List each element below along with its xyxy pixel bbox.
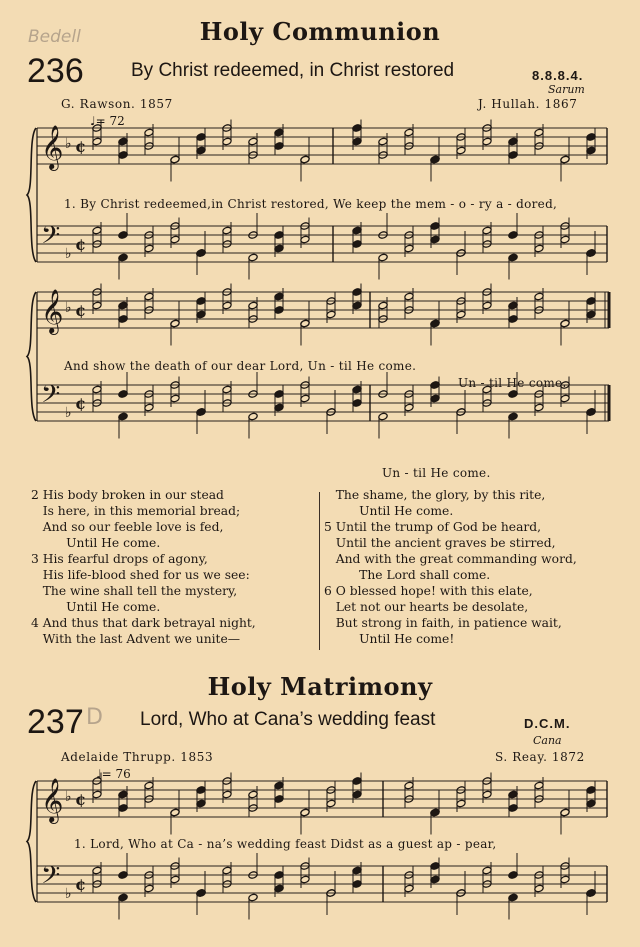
bass-clef-icon: 𝄢 xyxy=(41,221,61,256)
verse-5: 5 Until the trump of God be heard, Until the ancient graves be stirred, And with the great commanding word, The Lord shall come. xyxy=(324,520,577,582)
system-brace xyxy=(27,292,36,421)
lyric-alto: Un - til He come. xyxy=(458,376,567,390)
verses-right-column xyxy=(324,487,624,647)
flat-key-icon: ♭ xyxy=(65,246,72,262)
treble-clef-icon: 𝄞 xyxy=(41,289,64,333)
verse-4: 4 And thus that dark betrayal night, With the last Advent we unite— xyxy=(31,616,256,646)
verse-4-cont: The shame, the glory, by this rite, Until He come. xyxy=(335,488,546,518)
common-time-icon: ¢ xyxy=(75,301,87,320)
common-time-icon: ¢ xyxy=(75,790,87,809)
lyric-line-237: 1. Lord, Who at Ca - na’s wedding feast Didst as a guest ap - pear, xyxy=(74,837,497,851)
composer-credit-237: S. Reay. 1872 xyxy=(495,750,585,764)
common-time-icon: ¢ xyxy=(75,235,87,254)
verses-left-column xyxy=(31,487,311,647)
hymn-number-237: 237 xyxy=(27,703,84,741)
pencil-note: Bedell xyxy=(28,27,81,47)
flat-key-icon: ♭ xyxy=(65,886,72,902)
lyric-line-2: And show the death of our dear Lord, Un - til He come. xyxy=(64,359,417,373)
common-time-icon: ¢ xyxy=(75,137,87,156)
verse-3: 3 His fearful drops of agony, His life-blood shed for us we see: The wine shall tell the mystery, Until He come. xyxy=(31,552,250,614)
section-title-holy-communion: Holy Communion xyxy=(199,17,441,46)
column-divider xyxy=(319,492,320,650)
flat-key-icon: ♭ xyxy=(65,789,72,805)
verse-2: 2 His body broken in our stead Is here, in this memorial bread; And so our feeble love is fed, Until He come. xyxy=(31,488,241,550)
section-title-holy-matrimony: Holy Matrimony xyxy=(207,672,433,701)
system-brace xyxy=(27,781,36,902)
flat-key-icon: ♭ xyxy=(65,136,72,152)
flat-key-icon: ♭ xyxy=(65,300,72,316)
common-time-icon: ¢ xyxy=(75,875,87,894)
verse-6: 6 O blessed hope! with this elate, Let not our hearts be desolate, But strong in faith, in patience wait, Until He come! xyxy=(324,584,562,646)
lyric-line-1: 1. By Christ redeemed,in Christ restored, We keep the mem - o - ry a - dored, xyxy=(64,197,558,211)
treble-clef-icon: 𝄞 xyxy=(41,125,64,169)
tune-name-237: Cana xyxy=(533,734,562,747)
hymn-title-237: Lord, Who at Cana’s wedding feast xyxy=(140,709,436,730)
tempo-marking-237: ♩= 76 xyxy=(96,767,131,781)
composer-credit: J. Hullah. 1867 xyxy=(478,97,578,111)
hymn-number: 236 xyxy=(27,52,84,90)
bass-clef-icon: 𝄢 xyxy=(41,861,61,896)
author-credit-237: Adelaide Thrupp. 1853 xyxy=(61,750,214,764)
pencil-mark: D xyxy=(86,705,103,730)
hymn-meter-237: D.C.M. xyxy=(524,716,571,731)
flat-key-icon: ♭ xyxy=(65,405,72,421)
common-time-icon: ¢ xyxy=(75,394,87,413)
hymn-meter: 8.8.8.4. xyxy=(532,68,584,83)
treble-clef-icon: 𝄞 xyxy=(41,778,64,822)
bass-clef-icon: 𝄢 xyxy=(41,380,61,415)
author-credit: G. Rawson. 1857 xyxy=(61,97,173,111)
hymn-title: By Christ redeemed, in Christ restored xyxy=(131,60,455,81)
tempo-marking: ♩= 72 xyxy=(90,114,125,128)
lyric-bass: Un - til He come. xyxy=(382,466,491,480)
system-brace xyxy=(27,128,36,262)
tune-name: Sarum xyxy=(548,83,585,96)
